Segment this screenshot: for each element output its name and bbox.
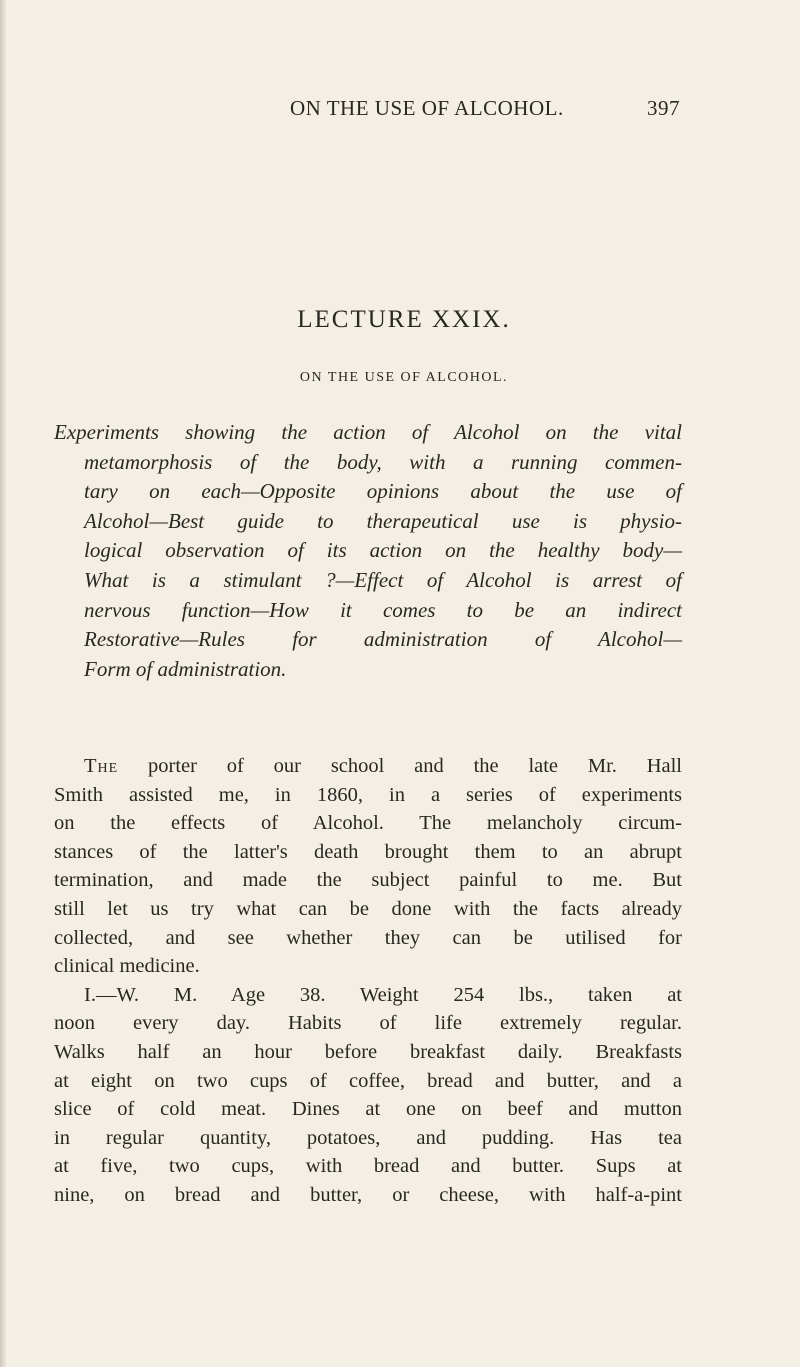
page-number: 397 (647, 96, 680, 120)
paragraph-line: Smith assisted me, in 1860, in a series of experiments (54, 783, 682, 806)
lecture-subtitle: ON THE USE OF ALCOHOL. (299, 370, 509, 385)
running-title: ON THE USE OF ALCOHOL. (290, 96, 564, 120)
paragraph-line: on the effects of Alcohol. The melancholy circum- (54, 812, 682, 835)
paragraph-line: clinical medicine. (54, 955, 200, 978)
synopsis-line: tary on each—Opposite opinions about the use of (84, 479, 682, 504)
synopsis-line: logical observation of its action on the healthy body— (84, 538, 682, 563)
case-line: I.—W. M. Age 38. Weight 254 lbs., taken at (84, 983, 682, 1006)
synopsis-line: Alcohol—Best guide to therapeutical use is physio- (84, 508, 682, 533)
paragraph-line: stances of the latter's death brought them to an abrupt (54, 840, 682, 863)
synopsis-line: Restorative—Rules for administration of Alcohol— (84, 627, 682, 652)
case-line: slice of cold meat. Dines at one on beef and mutton (54, 1098, 682, 1121)
case-line: at eight on two cups of coffee, bread and butter, and a (54, 1069, 682, 1092)
synopsis-line: What is a stimulant ?—Effect of Alcohol is arrest of (84, 567, 682, 592)
body-text (54, 752, 682, 1210)
synopsis-line: metamorphosis of the body, with a running commen- (84, 449, 682, 474)
paragraph-line: termination, and made the subject painful to me. But (54, 869, 682, 892)
paragraph-first-line (54, 752, 682, 781)
case-line: at five, two cups, with bread and butter. Sups at (54, 1155, 682, 1178)
lecture-heading: LECTURE XXIX. (297, 306, 511, 333)
case-line: in regular quantity, potatoes, and pudding. Has tea (54, 1126, 682, 1149)
synopsis (54, 418, 682, 684)
paragraph-first-line-text: porter of our school and the late Mr. Hall (148, 755, 683, 777)
case-line: Walks half an hour before breakfast daily. Breakfasts (54, 1040, 682, 1063)
synopsis-line: Form of administration. (84, 656, 287, 681)
paragraph-line: still let us try what can be done with the facts already (54, 897, 682, 920)
paragraph-line: collected, and see whether they can be utilised for (54, 926, 682, 949)
case-line: nine, on bread and butter, or cheese, with half-a-pint (54, 1183, 682, 1206)
paragraph-lead-word: The (84, 755, 119, 777)
synopsis-line: nervous function—How it comes to be an indirect (84, 597, 682, 622)
case-line: noon every day. Habits of life extremely regular. (54, 1012, 682, 1035)
synopsis-line: Experiments showing the action of Alcohol on the vital (54, 420, 682, 444)
